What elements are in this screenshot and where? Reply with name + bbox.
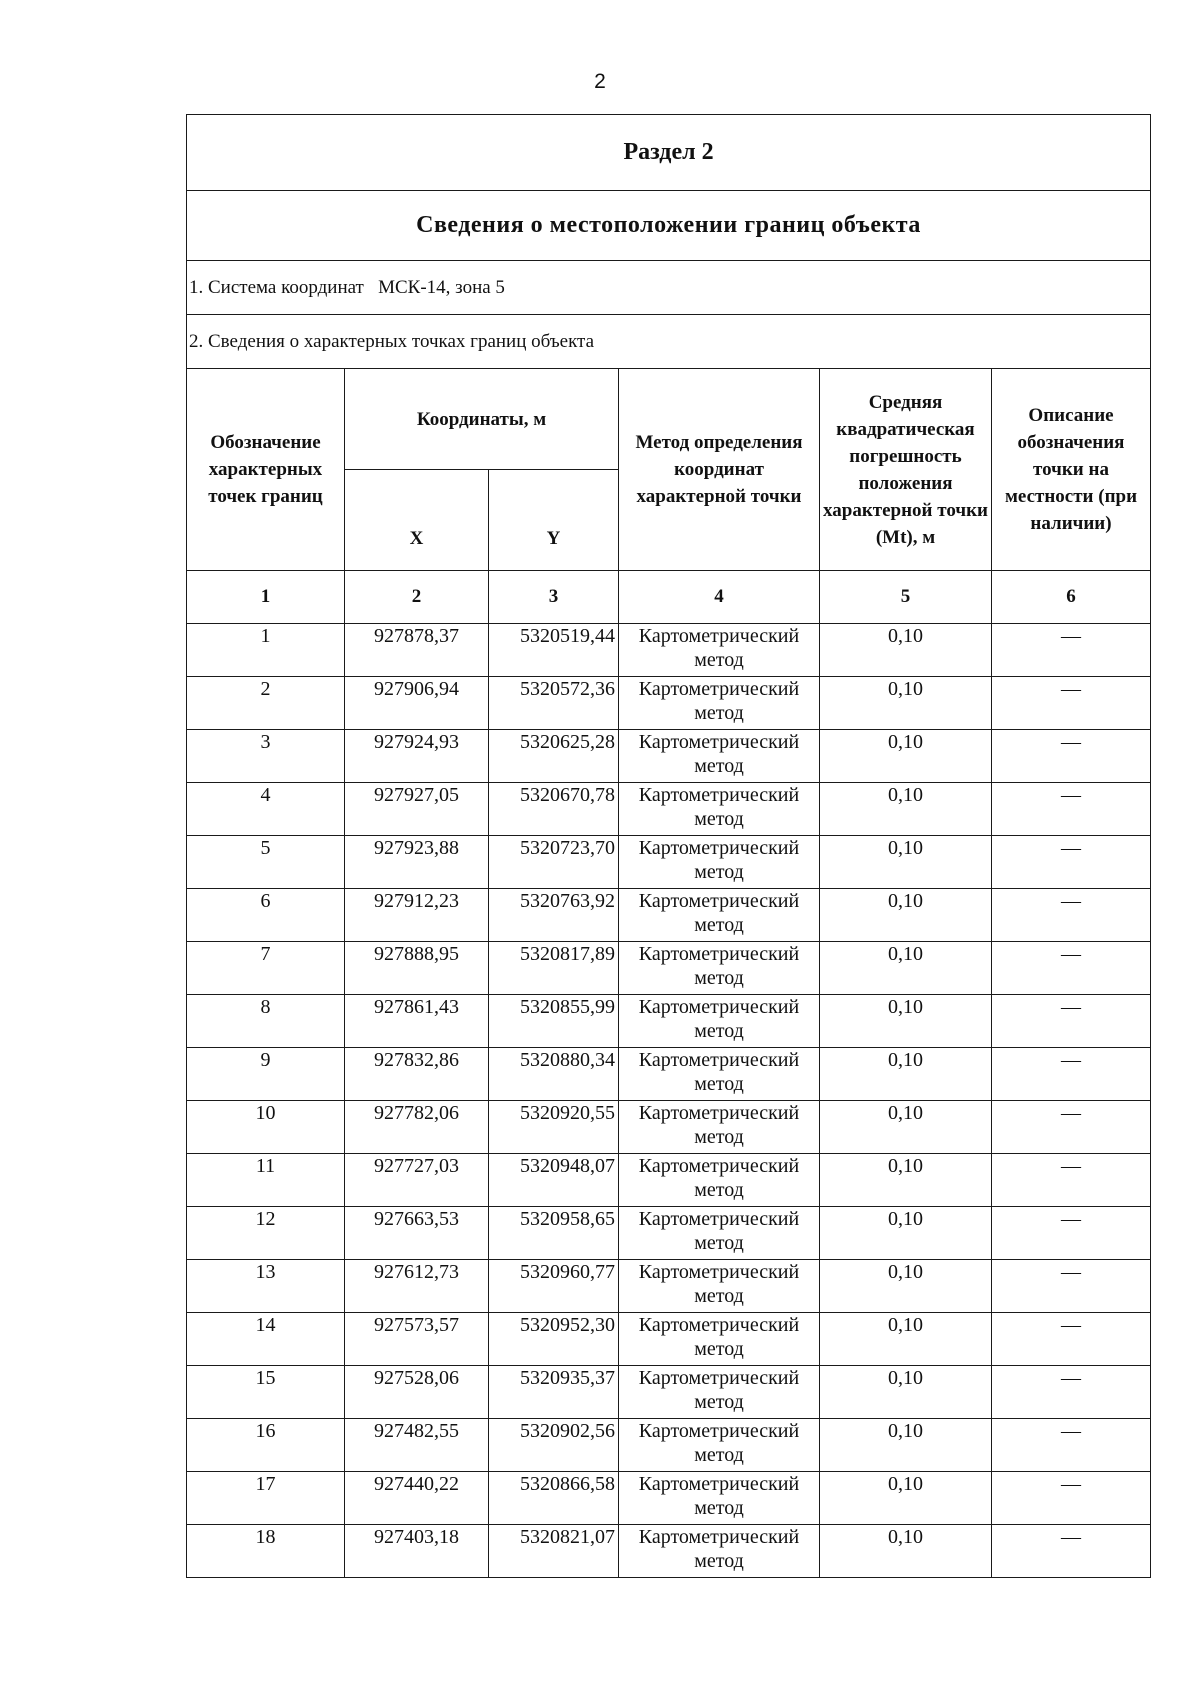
table-row: [187, 836, 1151, 889]
method-cell: Картометрический метод: [619, 1525, 820, 1578]
y-coordinate-cell: 5320866,58: [489, 1472, 619, 1525]
x-coordinate-cell: 927924,93: [345, 730, 489, 783]
mean-error-cell: 0,10: [820, 730, 992, 783]
table-row: [187, 1048, 1151, 1101]
mean-error-cell: 0,10: [820, 1366, 992, 1419]
table-row: [187, 1260, 1151, 1313]
dash-mark: —: [1061, 784, 1081, 806]
method-cell: Картометрический метод: [619, 836, 820, 889]
description-cell: [992, 1313, 1151, 1366]
x-coordinate-cell: 927440,22: [345, 1472, 489, 1525]
column-number: 2: [345, 571, 489, 624]
method-cell: Картометрический метод: [619, 1101, 820, 1154]
coord-system-value: МСК-14, зона 5: [378, 276, 505, 298]
method-cell: Картометрический метод: [619, 1207, 820, 1260]
section-title: Раздел 2: [187, 115, 1151, 191]
mean-error-cell: 0,10: [820, 1472, 992, 1525]
dash-mark: —: [1061, 1473, 1081, 1495]
method-cell: Картометрический метод: [619, 1260, 820, 1313]
dash-mark: —: [1061, 1049, 1081, 1071]
table-row: [187, 1154, 1151, 1207]
table-row: [187, 624, 1151, 677]
table-row: [187, 1366, 1151, 1419]
x-coordinate-cell: 927612,73: [345, 1260, 489, 1313]
dash-mark: —: [1061, 1208, 1081, 1230]
x-coordinate-cell: 927923,88: [345, 836, 489, 889]
x-coordinate-cell: 927861,43: [345, 995, 489, 1048]
x-coordinate-cell: 927573,57: [345, 1313, 489, 1366]
table-row: [187, 730, 1151, 783]
x-coordinate-cell: 927528,06: [345, 1366, 489, 1419]
mean-error-cell: 0,10: [820, 1260, 992, 1313]
table-row: [187, 995, 1151, 1048]
description-cell: [992, 730, 1151, 783]
header-mean-error: Средняя квадратическая погрешность положения характерной точки (Mt), м: [820, 369, 992, 571]
y-coordinate-cell: 5320958,65: [489, 1207, 619, 1260]
x-coordinate-cell: 927403,18: [345, 1525, 489, 1578]
header-coordinates: Координаты, м: [345, 369, 619, 470]
x-coordinate-cell: 927906,94: [345, 677, 489, 730]
dash-mark: —: [1061, 996, 1081, 1018]
method-cell: Картометрический метод: [619, 889, 820, 942]
x-coordinate-cell: 927663,53: [345, 1207, 489, 1260]
point-number-cell: 5: [187, 836, 345, 889]
description-cell: [992, 836, 1151, 889]
y-coordinate-cell: 5320952,30: [489, 1313, 619, 1366]
dash-mark: —: [1061, 837, 1081, 859]
method-cell: Картометрический метод: [619, 1313, 820, 1366]
point-number-cell: 11: [187, 1154, 345, 1207]
point-number-cell: 8: [187, 995, 345, 1048]
points-info-row: 2. Сведения о характерных точках границ объекта: [187, 315, 1151, 369]
y-coordinate-cell: 5320855,99: [489, 995, 619, 1048]
point-number-cell: 9: [187, 1048, 345, 1101]
method-cell: Картометрический метод: [619, 942, 820, 995]
x-coordinate-cell: 927878,37: [345, 624, 489, 677]
y-coordinate-cell: 5320625,28: [489, 730, 619, 783]
dash-mark: —: [1061, 625, 1081, 647]
y-coordinate-cell: 5320519,44: [489, 624, 619, 677]
method-cell: Картометрический метод: [619, 1366, 820, 1419]
y-coordinate-cell: 5320821,07: [489, 1525, 619, 1578]
dash-mark: —: [1061, 678, 1081, 700]
y-coordinate-cell: 5320948,07: [489, 1154, 619, 1207]
point-number-cell: 14: [187, 1313, 345, 1366]
description-cell: [992, 889, 1151, 942]
dash-mark: —: [1061, 890, 1081, 912]
description-cell: [992, 1366, 1151, 1419]
column-numbers-row: [187, 571, 1151, 624]
point-number-cell: 4: [187, 783, 345, 836]
method-cell: Картометрический метод: [619, 1048, 820, 1101]
description-cell: [992, 995, 1151, 1048]
mean-error-cell: 0,10: [820, 1101, 992, 1154]
method-cell: Картометрический метод: [619, 624, 820, 677]
dash-mark: —: [1061, 1526, 1081, 1548]
dash-mark: —: [1061, 943, 1081, 965]
method-cell: Картометрический метод: [619, 730, 820, 783]
table-row: [187, 942, 1151, 995]
description-cell: [992, 1154, 1151, 1207]
mean-error-cell: 0,10: [820, 783, 992, 836]
header-method: Метод определения координат характерной точки: [619, 369, 820, 571]
y-coordinate-cell: 5320902,56: [489, 1419, 619, 1472]
table-row: [187, 783, 1151, 836]
method-cell: Картометрический метод: [619, 677, 820, 730]
point-number-cell: 1: [187, 624, 345, 677]
point-number-cell: 7: [187, 942, 345, 995]
point-number-cell: 2: [187, 677, 345, 730]
y-coordinate-cell: 5320920,55: [489, 1101, 619, 1154]
mean-error-cell: 0,10: [820, 889, 992, 942]
table-row: [187, 1525, 1151, 1578]
header-x: X: [345, 470, 489, 571]
point-number-cell: 13: [187, 1260, 345, 1313]
mean-error-cell: 0,10: [820, 1207, 992, 1260]
description-cell: [992, 1207, 1151, 1260]
dash-mark: —: [1061, 1420, 1081, 1442]
table-row: [187, 1101, 1151, 1154]
y-coordinate-cell: 5320960,77: [489, 1260, 619, 1313]
description-cell: [992, 677, 1151, 730]
point-number-cell: 18: [187, 1525, 345, 1578]
mean-error-cell: 0,10: [820, 624, 992, 677]
y-coordinate-cell: 5320723,70: [489, 836, 619, 889]
x-coordinate-cell: 927832,86: [345, 1048, 489, 1101]
x-coordinate-cell: 927782,06: [345, 1101, 489, 1154]
header-description: Описание обозначения точки на местности (при наличии): [992, 369, 1151, 571]
table-row: [187, 1313, 1151, 1366]
method-cell: Картометрический метод: [619, 783, 820, 836]
mean-error-cell: 0,10: [820, 1048, 992, 1101]
mean-error-cell: 0,10: [820, 1313, 992, 1366]
x-coordinate-cell: 927888,95: [345, 942, 489, 995]
method-cell: Картометрический метод: [619, 1472, 820, 1525]
mean-error-cell: 0,10: [820, 1154, 992, 1207]
x-coordinate-cell: 927927,05: [345, 783, 489, 836]
subsection-title: Сведения о местоположении границ объекта: [187, 191, 1151, 261]
table-row: [187, 1419, 1151, 1472]
method-cell: Картометрический метод: [619, 995, 820, 1048]
point-number-cell: 6: [187, 889, 345, 942]
description-cell: [992, 942, 1151, 995]
y-coordinate-cell: 5320817,89: [489, 942, 619, 995]
column-number: 4: [619, 571, 820, 624]
coord-system-label: 1. Система координат: [189, 276, 364, 298]
description-cell: [992, 1101, 1151, 1154]
y-coordinate-cell: 5320572,36: [489, 677, 619, 730]
mean-error-cell: 0,10: [820, 1525, 992, 1578]
column-number: 5: [820, 571, 992, 624]
dash-mark: —: [1061, 1367, 1081, 1389]
point-number-cell: 10: [187, 1101, 345, 1154]
boundary-points-table: [186, 114, 1151, 1578]
method-cell: Картометрический метод: [619, 1154, 820, 1207]
description-cell: [992, 1525, 1151, 1578]
point-number-cell: 17: [187, 1472, 345, 1525]
table-row: [187, 677, 1151, 730]
y-coordinate-cell: 5320880,34: [489, 1048, 619, 1101]
description-cell: [992, 1472, 1151, 1525]
mean-error-cell: 0,10: [820, 995, 992, 1048]
mean-error-cell: 0,10: [820, 1419, 992, 1472]
y-coordinate-cell: 5320935,37: [489, 1366, 619, 1419]
x-coordinate-cell: 927912,23: [345, 889, 489, 942]
description-cell: [992, 1419, 1151, 1472]
x-coordinate-cell: 927727,03: [345, 1154, 489, 1207]
y-coordinate-cell: 5320670,78: [489, 783, 619, 836]
description-cell: [992, 1048, 1151, 1101]
column-number: 1: [187, 571, 345, 624]
x-coordinate-cell: 927482,55: [345, 1419, 489, 1472]
header-y: Y: [489, 470, 619, 571]
dash-mark: —: [1061, 731, 1081, 753]
table-row: [187, 889, 1151, 942]
dash-mark: —: [1061, 1314, 1081, 1336]
mean-error-cell: 0,10: [820, 942, 992, 995]
description-cell: [992, 783, 1151, 836]
column-number: 3: [489, 571, 619, 624]
dash-mark: —: [1061, 1261, 1081, 1283]
mean-error-cell: 0,10: [820, 836, 992, 889]
header-point-designation: Обозначение характерных точек границ: [187, 369, 345, 571]
page-number: 2: [594, 70, 606, 93]
point-number-cell: 16: [187, 1419, 345, 1472]
column-number: 6: [992, 571, 1151, 624]
method-cell: Картометрический метод: [619, 1419, 820, 1472]
description-cell: [992, 1260, 1151, 1313]
table-row: [187, 1472, 1151, 1525]
coord-system-row: [187, 261, 1151, 315]
mean-error-cell: 0,10: [820, 677, 992, 730]
y-coordinate-cell: 5320763,92: [489, 889, 619, 942]
dash-mark: —: [1061, 1155, 1081, 1177]
description-cell: [992, 624, 1151, 677]
table-row: [187, 1207, 1151, 1260]
point-number-cell: 3: [187, 730, 345, 783]
dash-mark: —: [1061, 1102, 1081, 1124]
point-number-cell: 15: [187, 1366, 345, 1419]
point-number-cell: 12: [187, 1207, 345, 1260]
